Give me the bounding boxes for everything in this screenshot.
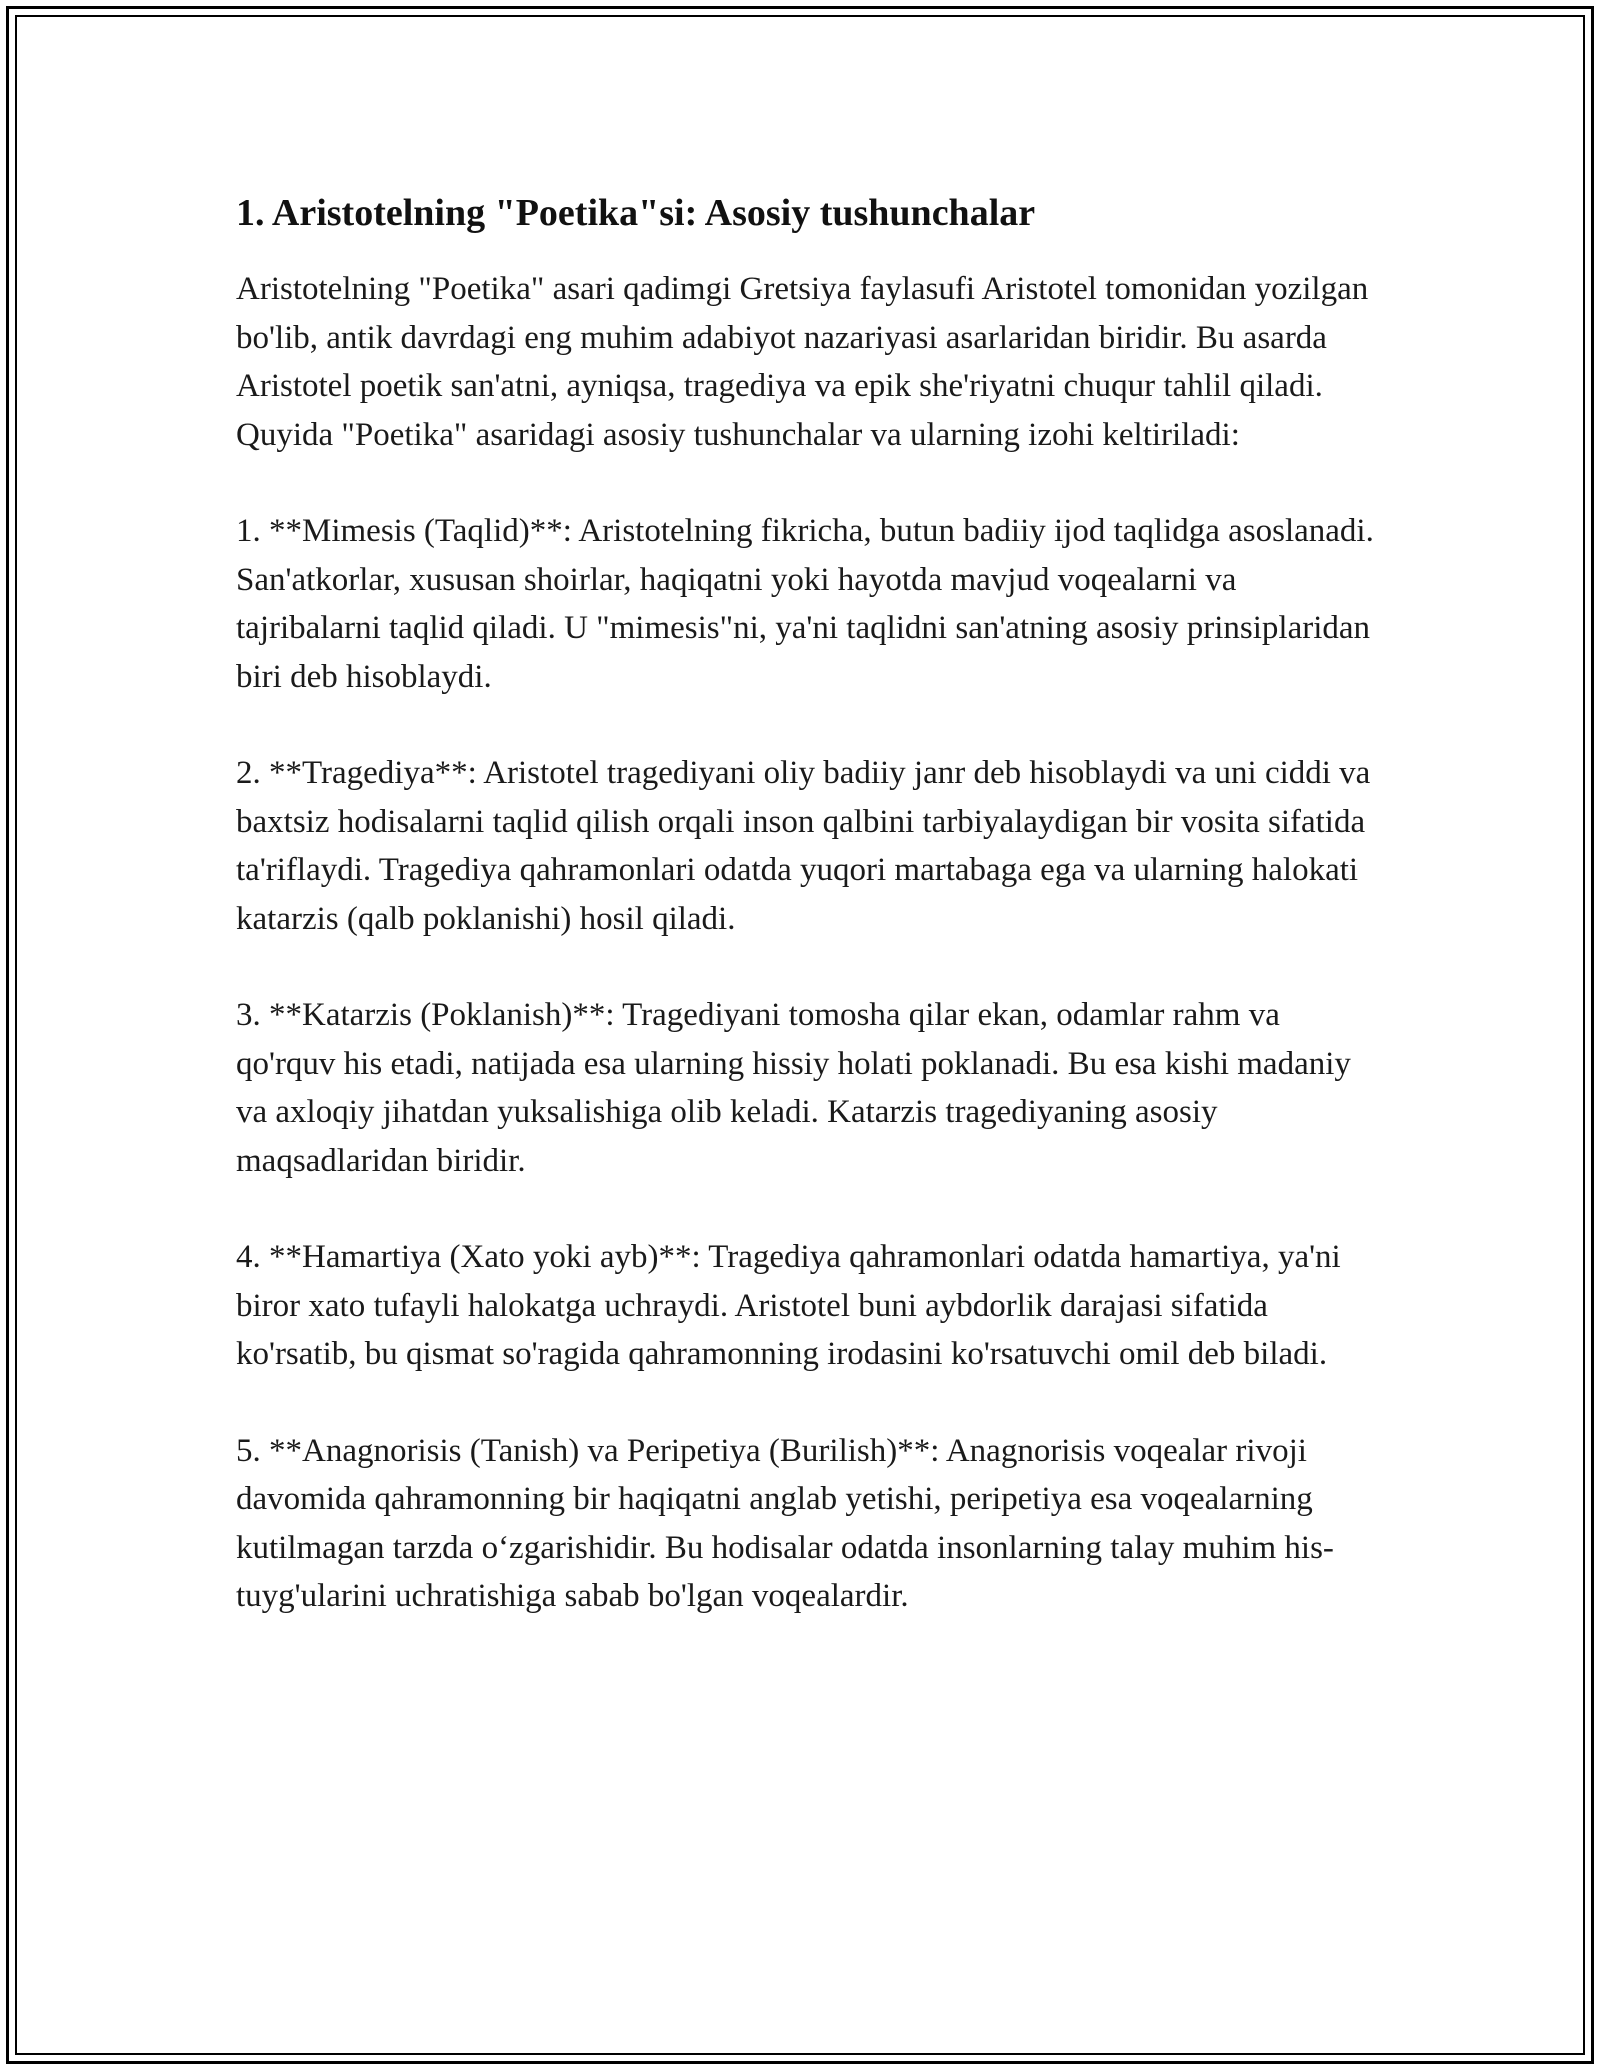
document-body bbox=[236, 185, 1376, 1669]
intro-paragraph: Aristotelning "Poetika" asari qadimgi Gretsiya faylasufi Aristotel tomonidan yozilgan bo'lib, antik davrdagi eng muhim adabiyot nazariyasi asarlaridan biridir. Bu asarda Aristotel poetik san'atni, ayniqsa, tragediya va epik she'riyatni chuqur tahlil qiladi. Quyida "Poetika" asaridagi asosiy tushunchalar va ularning izohi keltiriladi: bbox=[236, 271, 1369, 453]
paragraph-anagnorisis: 5. **Anagnorisis (Tanish) va Peripetiya (Burilish)**: Anagnorisis voqealar rivoji davomida qahramonning bir haqiqatni anglab yetishi, peripetiya esa voqealarning kutilmagan tarzda o‘zgarishidir. Bu hodisalar odatda insonlarning talay muhim his-tuyg'ularini uchratishiga sabab bo'lgan voqealardir. bbox=[236, 1432, 1334, 1614]
paragraph-mimesis: 1. **Mimesis (Taqlid)**: Aristotelning fikricha, butun badiiy ijod taqlidga asoslanadi. San'atkorlar, xususan shoirlar, haqiqatni yoki hayotda mavjud voqealarni va tajribalarni taqlid qiladi. U "mimesis"ni, ya'ni taqlidni san'atning asosiy prinsiplaridan biri deb hisoblaydi. bbox=[236, 513, 1374, 695]
paragraph-katarzis: 3. **Katarzis (Poklanish)**: Tragediyani tomosha qilar ekan, odamlar rahm va qo'rquv his etadi, natijada esa ularning hissiy holati poklanadi. Bu esa kishi madaniy va axloqiy jihatdan yuksalishiga olib keladi. Katarzis tragediyaning asosiy maqsadlaridan biridir. bbox=[236, 997, 1351, 1179]
paragraph-tragediya: 2. **Tragediya**: Aristotel tragediyani oliy badiiy janr deb hisoblaydi va uni ciddi va baxtsiz hodisalarni taqlid qilish orqali inson qalbini tarbiyalaydigan bir vosita sifatida ta'riflaydi. Tragediya qahramonlari odatda yuqori martabaga ega va ularning halokati katarzis (qalb poklanishi) hosil qiladi. bbox=[236, 755, 1371, 937]
paragraph-hamartiya: 4. **Hamartiya (Xato yoki ayb)**: Tragediya qahramonlari odatda hamartiya, ya'ni biror xato tufayli halokatga uchraydi. Aristotel buni aybdorlik darajasi sifatida ko'rsatib, bu qismat so'ragida qahramonning irodasini ko'rsatuvchi omil deb biladi. bbox=[236, 1239, 1341, 1372]
document-title: 1. Aristotelning "Poetika"si: Asosiy tushunchalar bbox=[236, 192, 1036, 234]
